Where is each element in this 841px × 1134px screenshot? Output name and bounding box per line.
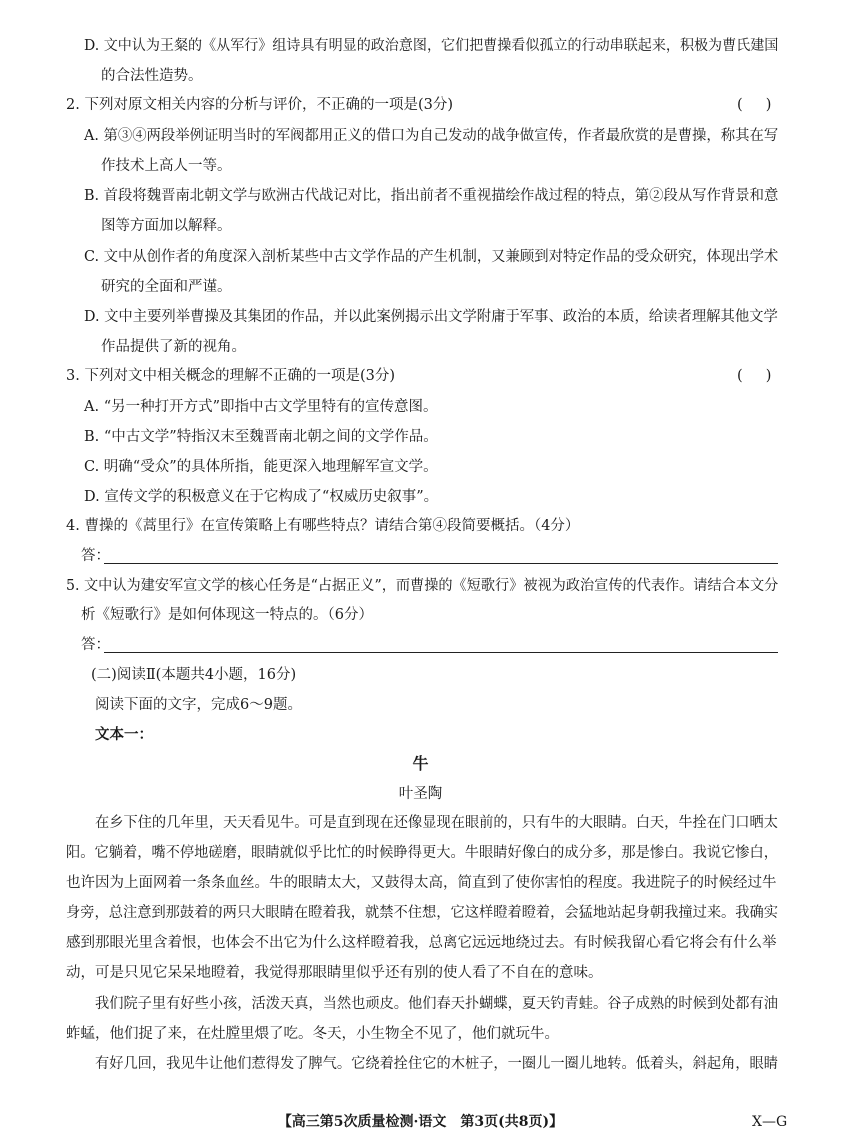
q3-option-d: D. 宣传文学的积极意义在于它构成了“权威历史叙事”。	[84, 489, 439, 505]
section2-instruction: 阅读下面的文字，完成6～9题。	[95, 697, 302, 713]
story-author: 叶圣陶	[398, 786, 443, 802]
story-p2-line2: 蚱蜢，他们捉了来，在灶膛里煨了吃。冬天，小生物全不见了，他们就玩牛。	[66, 1026, 559, 1042]
q2-option-a-line2: 作技术上高人一等。	[101, 158, 232, 174]
q2-option-b-line1: B. 首段将魏晋南北朝文学与欧洲古代战记对比，指出前者不重视描绘作战过程的特点，第②段从写作背景和意	[84, 188, 779, 204]
q4-answer-line[interactable]	[104, 563, 778, 564]
story-p1-line4: 身旁，总注意到那鼓着的两只大眼睛在瞪着我，就禁不住想，它这样瞪着瞪着，会猛地站起身朝我撞过来。我确实	[66, 905, 779, 921]
q3-answer-bracket[interactable]: ( )	[737, 368, 772, 384]
q2-option-c-line1: C. 文中从创作者的角度深入剖析某些中古文学作品的产生机制，又兼顾到对特定作品的受众研究，体现出学术	[84, 249, 779, 265]
q4-stem: 4. 曹操的《蒿里行》在宣传策略上有哪些特点？请结合第④段简要概括。（4分）	[66, 518, 580, 534]
q3-option-c: C. 明确“受众”的具体所指，能更深入地理解军宣文学。	[84, 459, 438, 475]
q2-option-c-line2: 研究的全面和严谨。	[101, 279, 232, 295]
q3-option-b: B. “中古文学”特指汉末至魏晋南北朝之间的文学作品。	[84, 429, 438, 445]
q5-answer-line[interactable]	[104, 652, 778, 653]
q5-stem-line2: 析《短歌行》是如何体现这一特点的。（6分）	[81, 607, 373, 623]
page-footer: 【高三第5次质量检测·语文 第3页(共8页)】	[277, 1114, 564, 1130]
text-one-label: 文本一：	[95, 726, 153, 743]
q1-option-d-line1: D. 文中认为王粲的《从军行》组诗具有明显的政治意图，它们把曹操看似孤立的行动串联起来，积极为曹氏建国	[84, 38, 779, 54]
q2-option-d-line1: D. 文中主要列举曹操及其集团的作品，并以此案例揭示出文学附庸于军事、政治的本质，给读者理解其他文学	[84, 309, 778, 325]
section2-heading: (二)阅读Ⅱ(本题共4小题，16分)	[91, 667, 297, 683]
paper-code: X—G	[752, 1114, 788, 1130]
q3-stem: 3. 下列对文中相关概念的理解不正确的一项是(3分)	[66, 368, 395, 384]
story-p1-line1: 在乡下住的几年里，天天看见牛。可是直到现在还像显现在眼前的，只有牛的大眼睛。白天，牛拴在门口晒太	[95, 815, 778, 831]
q2-option-a-line1: A. 第③④两段举例证明当时的军阀都用正义的借口为自己发动的战争做宣传，作者最欣赏的是曹操，称其在写	[84, 128, 779, 144]
q2-answer-bracket[interactable]: ( )	[737, 97, 772, 113]
q3-option-a: A. “另一种打开方式”即指中古文学里特有的宣传意图。	[84, 399, 438, 415]
q5-stem-line1: 5. 文中认为建安军宣文学的核心任务是“占据正义”，而曹操的《短歌行》被视为政治宣传的代表作。请结合本文分	[66, 578, 779, 594]
story-p1-line5: 感到那眼光里含着恨，也体会不出它为什么这样瞪着我，总离它远远地绕过去。有时候我留心看它将会有什么举	[66, 935, 777, 951]
q1-option-d-line2: 的合法性造势。	[101, 68, 203, 84]
story-p1-line3: 也许因为上面网着一条条血丝。牛的眼睛太大，又鼓得太高，简直到了使你害怕的程度。我进院子的时候经过牛	[66, 875, 777, 891]
story-title: 牛	[412, 754, 429, 773]
q2-stem: 2. 下列对原文相关内容的分析与评价，不正确的一项是(3分)	[66, 97, 453, 113]
story-p2-line1: 我们院子里有好些小孩，活泼天真，当然也顽皮。他们春天扑蝴蝶，夏天钓青蛙。谷子成熟的时候到处都有油	[95, 996, 778, 1012]
story-p3-line1: 有好几回，我见牛让他们惹得发了脾气。它绕着拴住它的木桩子，一圈儿一圈儿地转。低着头，斜起角，眼睛	[95, 1056, 778, 1072]
story-p1-line2: 阳。它躺着，嘴不停地磋磨，眼睛就似乎比忙的时候睁得更大。牛眼睛好像白的成分多，那是惨白。我说它惨白，	[66, 845, 779, 861]
q2-option-d-line2: 作品提供了新的视角。	[101, 339, 246, 355]
q4-answer-label: 答：	[81, 548, 110, 564]
q2-option-b-line2: 图等方面加以解释。	[101, 218, 232, 234]
q5-answer-label: 答：	[81, 637, 110, 653]
story-p1-line6: 动，可是只见它呆呆地瞪着，我觉得那眼睛里似乎还有别的使人看了不自在的意味。	[66, 965, 603, 981]
